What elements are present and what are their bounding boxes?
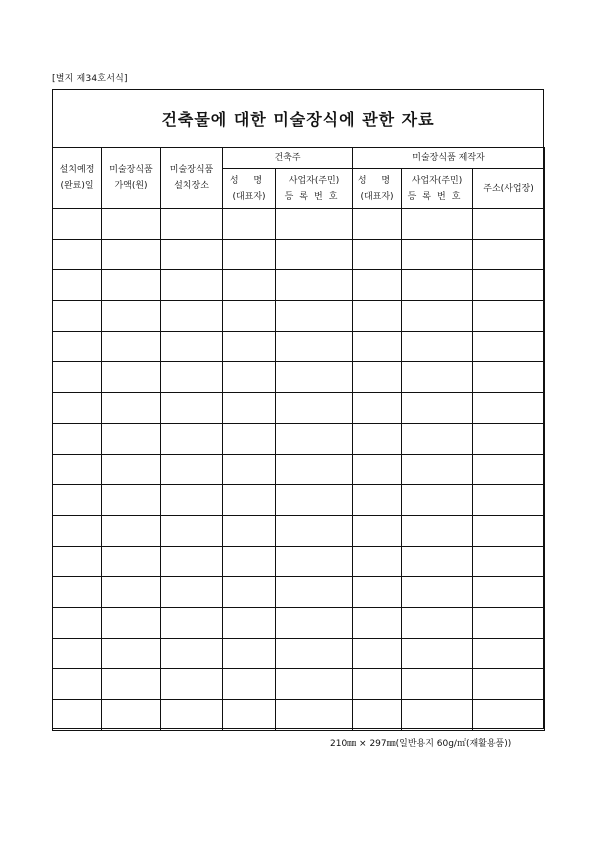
- entry-cell[interactable]: [53, 485, 102, 516]
- entry-cell[interactable]: [161, 454, 223, 485]
- entry-cell[interactable]: [473, 209, 545, 240]
- entry-cell[interactable]: [473, 638, 545, 669]
- entry-cell[interactable]: [53, 362, 102, 393]
- data-table: [52, 147, 545, 731]
- entry-cell[interactable]: [473, 669, 545, 700]
- entry-cell[interactable]: [102, 638, 161, 669]
- entry-cell[interactable]: [161, 270, 223, 301]
- entry-cell[interactable]: [223, 669, 276, 700]
- entry-cell[interactable]: [102, 577, 161, 608]
- entry-cell[interactable]: [276, 393, 353, 424]
- entry-cell[interactable]: [161, 546, 223, 577]
- table-row: [53, 546, 545, 577]
- table-row: [53, 700, 545, 731]
- entry-cell[interactable]: [276, 362, 353, 393]
- entry-cell[interactable]: [473, 546, 545, 577]
- entry-cell[interactable]: [161, 393, 223, 424]
- entry-cell[interactable]: [223, 331, 276, 362]
- entry-cell[interactable]: [276, 301, 353, 332]
- entry-cell[interactable]: [53, 700, 102, 731]
- entry-cell[interactable]: [473, 423, 545, 454]
- entry-cell[interactable]: [53, 515, 102, 546]
- entry-cell[interactable]: [161, 669, 223, 700]
- table-row: [53, 423, 545, 454]
- entry-cell[interactable]: [223, 393, 276, 424]
- entry-cell[interactable]: [161, 209, 223, 240]
- entry-cell[interactable]: [102, 669, 161, 700]
- header-art-location: 미술장식품 설치장소: [161, 148, 223, 209]
- entry-cell[interactable]: [53, 454, 102, 485]
- entry-cell[interactable]: [353, 546, 402, 577]
- header-maker-group: 미술장식품 제작자: [353, 148, 545, 169]
- entry-cell[interactable]: [353, 270, 402, 301]
- entry-cell[interactable]: [102, 393, 161, 424]
- entry-cell[interactable]: [353, 239, 402, 270]
- entry-cell[interactable]: [102, 700, 161, 731]
- entry-cell[interactable]: [353, 607, 402, 638]
- entry-cell[interactable]: [53, 301, 102, 332]
- entry-cell[interactable]: [53, 393, 102, 424]
- entry-cell[interactable]: [161, 423, 223, 454]
- entry-cell[interactable]: [353, 485, 402, 516]
- entry-cell[interactable]: [102, 607, 161, 638]
- entry-cell[interactable]: [223, 577, 276, 608]
- entry-cell[interactable]: [276, 270, 353, 301]
- entry-cell[interactable]: [161, 301, 223, 332]
- entry-cell[interactable]: [53, 638, 102, 669]
- form-frame: [52, 89, 544, 729]
- entry-cell[interactable]: [102, 301, 161, 332]
- entry-cell[interactable]: [102, 331, 161, 362]
- entry-cell[interactable]: [473, 301, 545, 332]
- entry-cell[interactable]: [223, 454, 276, 485]
- entry-cell[interactable]: [161, 700, 223, 731]
- entry-cell[interactable]: [353, 454, 402, 485]
- entry-cell[interactable]: [353, 331, 402, 362]
- entry-cell[interactable]: [353, 669, 402, 700]
- header-art-price: 미술장식품 가액(원): [102, 148, 161, 209]
- entry-cell[interactable]: [276, 577, 353, 608]
- entry-cell[interactable]: [53, 239, 102, 270]
- entry-cell[interactable]: [473, 454, 545, 485]
- entry-cell[interactable]: [353, 393, 402, 424]
- entry-cell[interactable]: [223, 546, 276, 577]
- table-row: [53, 209, 545, 240]
- entry-cell[interactable]: [276, 669, 353, 700]
- entry-cell[interactable]: [102, 239, 161, 270]
- entry-cell[interactable]: [473, 270, 545, 301]
- entry-cell[interactable]: [402, 362, 473, 393]
- entry-cell[interactable]: [276, 607, 353, 638]
- entry-cell[interactable]: [102, 423, 161, 454]
- entry-cell[interactable]: [402, 239, 473, 270]
- entry-cell[interactable]: [473, 485, 545, 516]
- paper-spec-footer: 210㎜ × 297㎜(일반용지 60g/㎡(재활용품)): [330, 739, 512, 749]
- header-owner-name: 성 명 (대표자): [223, 169, 276, 209]
- entry-cell[interactable]: [276, 331, 353, 362]
- entry-cell[interactable]: [161, 607, 223, 638]
- entry-cell[interactable]: [223, 362, 276, 393]
- entry-cell[interactable]: [223, 485, 276, 516]
- entry-cell[interactable]: [276, 700, 353, 731]
- entry-cell[interactable]: [402, 423, 473, 454]
- entry-cell[interactable]: [473, 393, 545, 424]
- entry-cell[interactable]: [102, 515, 161, 546]
- entry-cell[interactable]: [102, 485, 161, 516]
- entry-cell[interactable]: [353, 700, 402, 731]
- entry-cell[interactable]: [161, 638, 223, 669]
- entry-cell[interactable]: [402, 393, 473, 424]
- table-row: [53, 331, 545, 362]
- entry-cell[interactable]: [161, 515, 223, 546]
- entry-cell[interactable]: [53, 546, 102, 577]
- entry-cell[interactable]: [473, 239, 545, 270]
- entry-cell[interactable]: [223, 700, 276, 731]
- entry-cell[interactable]: [161, 362, 223, 393]
- entry-cell[interactable]: [223, 301, 276, 332]
- entry-cell[interactable]: [276, 239, 353, 270]
- entry-cell[interactable]: [53, 423, 102, 454]
- entry-cell[interactable]: [53, 669, 102, 700]
- entry-cell[interactable]: [402, 485, 473, 516]
- entry-cell[interactable]: [402, 331, 473, 362]
- header-maker-regno: 사업자(주민) 등록번호: [402, 169, 473, 209]
- entry-cell[interactable]: [161, 331, 223, 362]
- table-row: [53, 577, 545, 608]
- table-row: [53, 393, 545, 424]
- header-maker-address: 주소(사업장): [473, 169, 545, 209]
- entry-cell[interactable]: [161, 485, 223, 516]
- entry-cell[interactable]: [53, 607, 102, 638]
- entry-cell[interactable]: [276, 546, 353, 577]
- entry-cell[interactable]: [402, 607, 473, 638]
- table-row: [53, 515, 545, 546]
- entry-cell[interactable]: [102, 362, 161, 393]
- entry-cell[interactable]: [223, 607, 276, 638]
- header-owner-regno: 사업자(주민) 등록번호: [276, 169, 353, 209]
- entry-cell[interactable]: [473, 607, 545, 638]
- entry-cell[interactable]: [53, 331, 102, 362]
- entry-cell[interactable]: [473, 700, 545, 731]
- entry-cell[interactable]: [353, 301, 402, 332]
- entry-cell[interactable]: [223, 515, 276, 546]
- entry-cell[interactable]: [402, 669, 473, 700]
- entry-cell[interactable]: [473, 515, 545, 546]
- entry-cell[interactable]: [353, 515, 402, 546]
- table-row: [53, 638, 545, 669]
- entry-cell[interactable]: [402, 638, 473, 669]
- entry-cell[interactable]: [223, 209, 276, 240]
- entry-cell[interactable]: [102, 546, 161, 577]
- form-title: 건축물에 대한 미술장식에 관한 자료: [161, 110, 435, 129]
- entry-cell[interactable]: [223, 239, 276, 270]
- table-row: [53, 362, 545, 393]
- table-row: [53, 270, 545, 301]
- entry-cell[interactable]: [402, 301, 473, 332]
- entry-cell[interactable]: [53, 577, 102, 608]
- entry-cell[interactable]: [473, 577, 545, 608]
- entry-cell[interactable]: [276, 515, 353, 546]
- entry-cell[interactable]: [402, 209, 473, 240]
- entry-cell[interactable]: [276, 209, 353, 240]
- table-row: [53, 454, 545, 485]
- entry-cell[interactable]: [161, 577, 223, 608]
- entry-cell[interactable]: [353, 209, 402, 240]
- entry-cell[interactable]: [276, 423, 353, 454]
- entry-cell[interactable]: [161, 239, 223, 270]
- entry-cell[interactable]: [53, 209, 102, 240]
- entry-cell[interactable]: [102, 454, 161, 485]
- header-owner-group: 건축주: [223, 148, 353, 169]
- header-install-date: 설치예정 (완료)일: [53, 148, 102, 209]
- entry-cell[interactable]: [402, 577, 473, 608]
- entry-cell[interactable]: [223, 270, 276, 301]
- table-row: [53, 485, 545, 516]
- entry-cell[interactable]: [53, 270, 102, 301]
- table-row: [53, 669, 545, 700]
- entry-cell[interactable]: [223, 423, 276, 454]
- form-reference: [별지 제34호서식]: [52, 74, 128, 84]
- entry-cell[interactable]: [353, 423, 402, 454]
- entry-cell[interactable]: [473, 362, 545, 393]
- entry-cell[interactable]: [276, 638, 353, 669]
- entry-cell[interactable]: [402, 700, 473, 731]
- entry-cell[interactable]: [223, 638, 276, 669]
- entry-cell[interactable]: [473, 331, 545, 362]
- entry-cell[interactable]: [402, 515, 473, 546]
- entry-cell[interactable]: [102, 270, 161, 301]
- header-maker-name: 성 명 (대표자): [353, 169, 402, 209]
- table-row: [53, 607, 545, 638]
- entry-cell[interactable]: [276, 454, 353, 485]
- entry-cell[interactable]: [353, 362, 402, 393]
- entry-cell[interactable]: [353, 638, 402, 669]
- entry-cell[interactable]: [353, 577, 402, 608]
- entry-cell[interactable]: [402, 546, 473, 577]
- entry-cell[interactable]: [102, 209, 161, 240]
- entry-cell[interactable]: [402, 454, 473, 485]
- table-row: [53, 301, 545, 332]
- table-row: [53, 239, 545, 270]
- entry-cell[interactable]: [276, 485, 353, 516]
- entry-cell[interactable]: [402, 270, 473, 301]
